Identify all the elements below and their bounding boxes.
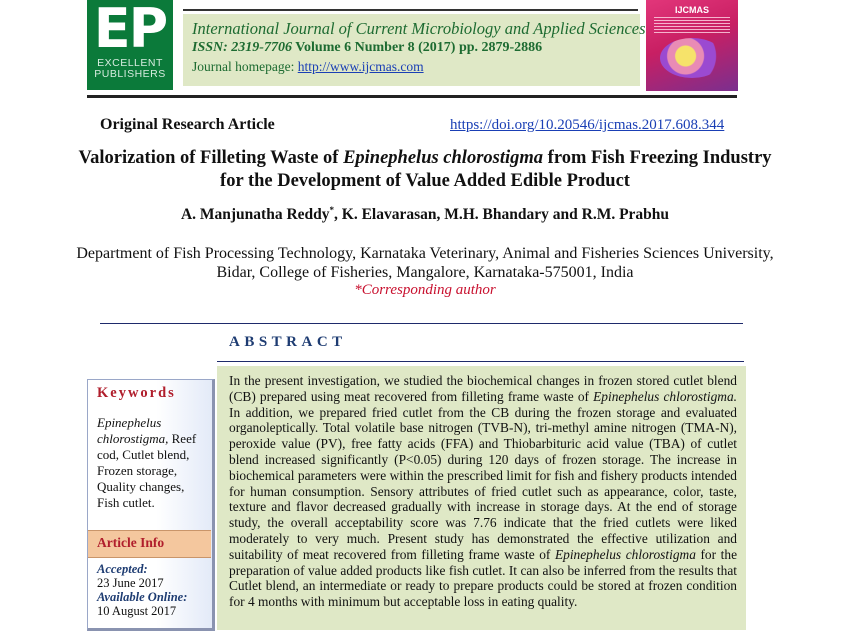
keywords-list: Epinephelus chlorostigma, Reef cod, Cutlet blend, Frozen storage, Quality changes, Fish cutlet. [97,415,197,510]
abstract-species-2: Epinephelus chlorostigma [554,546,696,562]
corresponding-author-note: *Corresponding author [354,282,496,298]
corresponding-mark: * [329,205,335,215]
cover-artwork [660,38,724,78]
logo-text-line2: PUBLISHERS [94,68,166,80]
accepted-label: Accepted: [97,562,148,576]
accepted-date: 23 June 2017 [97,576,164,590]
journal-homepage [192,59,424,75]
issn: ISSN: 2319-7706 [192,40,292,55]
publisher-logo [87,0,173,90]
keywords-title: Keywords [97,385,176,401]
title-species: Epinephelus chlorostigma [343,148,544,168]
abstract-text: In the present investigation, we studied the biochemical changes in frozen stored cutlet blend (CB) prepared using meat recovered from filleting frame waste of Epinephelus chlorostigma. In addition, we prepared fried cutlet from the CB during the frozen storage and evaluated organoleptically. Total volatile base nitrogen (TVB-N), tri-methyl amine nitrogen (TMA-N), peroxide value (PV), free fatty acids (FFA) and Thiobarbituric acid value (TBA) of cutlet blend increased significantly (P<0.05) during 120 days of frozen storage. The increase in biochemical parameters were within the prescribed limit for fish and fishery products intended for human consumption. Sensory attributes of fried cutlet such as appearance, color, taste, texture and flavor decreased gradually with increase in storage days. At the end of storage study, the overall acceptability score was 7.76 indicate that the fried cutlets were liked moderately to very much. Present study has demonstrated the effective utilization and suitability of meat recovered from filleting frame waste of Epinephelus chlorostigma for the preparation of value added products like fish cutlet. It can also be inferred from the results that Cutlet blend, an intermediate or ready to prepare products could be stored at frozen condition for 4 months with minimum but acceptable loss in eating quality. [229,373,738,610]
section-divider [100,323,743,324]
journal-name: International Journal of Current Microbiology and Applied Sciences [192,19,646,38]
abstract-heading: ABSTRACT [229,334,347,350]
article-info-title: Article Info [97,535,165,550]
online-date: 10 August 2017 [97,604,177,618]
ep-logo-glyph: EP [93,0,167,60]
journal-cover-thumbnail [646,0,738,91]
journal-issn-volume [192,40,542,56]
cover-fine-print [654,17,730,33]
abstract-divider [217,361,744,362]
article-type: Original Research Article [100,116,275,133]
online-label: Available Online: [97,590,188,604]
cover-title: IJCMAS [674,5,709,15]
volume-info: Volume 6 Number 8 (2017) pp. 2879-2886 [295,40,543,55]
homepage-link[interactable]: http://www.ijcmas.com [297,59,424,74]
journal-top-rule [183,9,638,11]
abstract-species-1: Epinephelus chlorostigma. [593,388,737,404]
keyword-species: Epinephelus chlorostigma, [97,415,169,446]
homepage-label: Journal homepage: [192,59,295,74]
doi-link[interactable]: https://doi.org/10.20546/ijcmas.2017.608.344 [450,117,725,133]
logo-text-line1: EXCELLENT [97,57,163,69]
article-title: Valorization of Filleting Waste of Epinephelus chlorostigma from Fish Freezing Industry for the Development of Value Added Edible Product [78,148,772,191]
affiliation: Department of Fish Processing Technology, Karnataka Veterinary, Animal and Fisheries Sciences University, Bidar, College of Fisheries, Mangalore, Karnataka-575001, India [76,245,774,281]
author-list: A. Manjunatha Reddy*, K. Elavarasan, M.H. Bhandary and R.M. Prabhu [180,205,670,224]
